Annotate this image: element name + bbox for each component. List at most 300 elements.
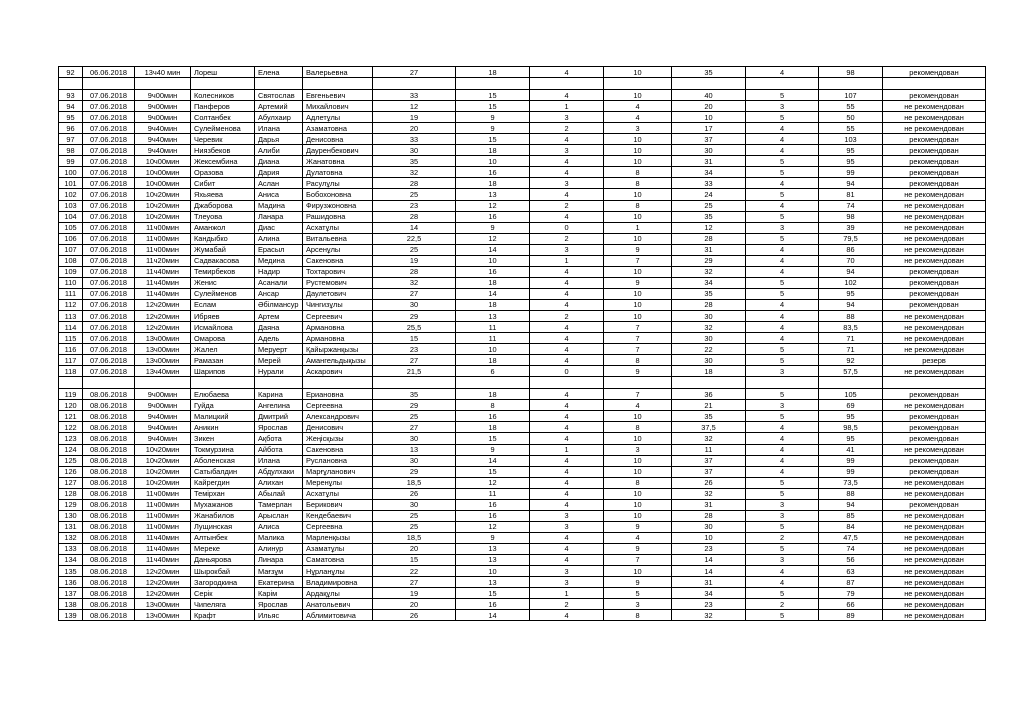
cell-patronymic: Сакеновна: [303, 255, 373, 266]
cell-score-2: 18: [456, 355, 530, 366]
cell-name: Мағзұм: [255, 566, 303, 577]
cell-score-4: 10: [604, 455, 672, 466]
cell-result: не рекомендован: [883, 200, 986, 211]
cell-score-2: 13: [456, 577, 530, 588]
table-gap-row: [59, 78, 986, 90]
cell-result: не рекомендован: [883, 510, 986, 521]
cell-score-3: 3: [530, 112, 604, 123]
table-row: [59, 145, 986, 156]
cell-time: 11ч00мин: [135, 233, 191, 244]
cell-date: 08.06.2018: [83, 466, 135, 477]
cell-score-6: 4: [746, 299, 819, 310]
cell-result: рекомендован: [883, 389, 986, 400]
cell-score-1: 15: [373, 333, 456, 344]
table-row: [59, 532, 986, 543]
cell-number: 95: [59, 112, 83, 123]
cell-patronymic: Валерьевна: [303, 67, 373, 78]
cell-score-4: 1: [604, 222, 672, 233]
cell-score-3: 4: [530, 344, 604, 355]
cell-patronymic: Жанатовна: [303, 156, 373, 167]
cell-score-5: 21: [672, 400, 746, 411]
cell-score-6: 4: [746, 310, 819, 321]
cell-result: резерв: [883, 355, 986, 366]
cell-date: 07.06.2018: [83, 266, 135, 277]
cell-surname: Сатыбалдин: [191, 466, 255, 477]
table-row: [59, 178, 986, 189]
cell-date: 07.06.2018: [83, 344, 135, 355]
cell-score-1: 29: [373, 400, 456, 411]
cell-number: 108: [59, 255, 83, 266]
cell-time: 10ч20мин: [135, 200, 191, 211]
cell-score-2: 11: [456, 322, 530, 333]
cell-score-4: 8: [604, 422, 672, 433]
cell-patronymic: Азаматұлы: [303, 543, 373, 554]
cell-date: 07.06.2018: [83, 167, 135, 178]
cell-surname: Загородкина: [191, 577, 255, 588]
cell-patronymic: Фирузжоновна: [303, 200, 373, 211]
cell-total: 47,5: [819, 532, 883, 543]
cell-score-1: 27: [373, 355, 456, 366]
cell-score-1: 23: [373, 200, 456, 211]
cell-name: Ярослав: [255, 599, 303, 610]
cell-surname: Шарипов: [191, 366, 255, 377]
cell-surname: Жексембина: [191, 156, 255, 167]
cell-patronymic: Денисович: [303, 422, 373, 433]
cell-score-6: 3: [746, 366, 819, 377]
table-row: [59, 433, 986, 444]
cell-number: 100: [59, 167, 83, 178]
cell-time: 9ч40мин: [135, 433, 191, 444]
cell-score-5: 17: [672, 123, 746, 134]
cell-score-1: 25: [373, 411, 456, 422]
cell-date: 07.06.2018: [83, 123, 135, 134]
cell-total: 85: [819, 510, 883, 521]
cell-date: 07.06.2018: [83, 112, 135, 123]
empty-cell: [746, 78, 819, 90]
cell-time: 12ч20мин: [135, 566, 191, 577]
cell-score-1: 25,5: [373, 322, 456, 333]
cell-score-4: 4: [604, 400, 672, 411]
cell-score-5: 32: [672, 433, 746, 444]
cell-score-3: 2: [530, 599, 604, 610]
cell-score-3: 4: [530, 277, 604, 288]
table-row: [59, 599, 986, 610]
cell-surname: Аболенская: [191, 455, 255, 466]
cell-score-6: 4: [746, 422, 819, 433]
cell-score-1: 28: [373, 178, 456, 189]
cell-total: 69: [819, 400, 883, 411]
cell-time: 13ч40мин: [135, 366, 191, 377]
cell-score-2: 12: [456, 477, 530, 488]
table-row: [59, 222, 986, 233]
cell-score-5: 23: [672, 543, 746, 554]
cell-score-4: 3: [604, 444, 672, 455]
cell-score-3: 4: [530, 90, 604, 101]
cell-score-4: 4: [604, 532, 672, 543]
cell-score-6: 3: [746, 499, 819, 510]
cell-date: 08.06.2018: [83, 400, 135, 411]
cell-number: 136: [59, 577, 83, 588]
cell-surname: Зикен: [191, 433, 255, 444]
cell-surname: Лореш: [191, 67, 255, 78]
cell-score-6: 5: [746, 588, 819, 599]
cell-total: 57,5: [819, 366, 883, 377]
cell-score-1: 18,5: [373, 532, 456, 543]
cell-surname: Сибит: [191, 178, 255, 189]
cell-score-1: 30: [373, 433, 456, 444]
cell-name: Медина: [255, 255, 303, 266]
cell-score-5: 35: [672, 67, 746, 78]
cell-score-3: 2: [530, 310, 604, 321]
cell-score-2: 15: [456, 134, 530, 145]
cell-surname: Гуйда: [191, 400, 255, 411]
cell-time: 12ч20мин: [135, 322, 191, 333]
cell-score-5: 10: [672, 112, 746, 123]
cell-patronymic: Дауренбекович: [303, 145, 373, 156]
cell-result: не рекомендован: [883, 333, 986, 344]
cell-surname: Аникин: [191, 422, 255, 433]
cell-time: 12ч20мин: [135, 310, 191, 321]
cell-score-4: 10: [604, 411, 672, 422]
cell-date: 07.06.2018: [83, 233, 135, 244]
cell-score-2: 15: [456, 466, 530, 477]
cell-result: не рекомендован: [883, 400, 986, 411]
cell-total: 95: [819, 156, 883, 167]
cell-name: Мерей: [255, 355, 303, 366]
cell-date: 07.06.2018: [83, 299, 135, 310]
cell-score-6: 4: [746, 67, 819, 78]
cell-name: Алиби: [255, 145, 303, 156]
cell-date: 07.06.2018: [83, 288, 135, 299]
cell-score-4: 10: [604, 266, 672, 277]
cell-score-2: 10: [456, 344, 530, 355]
cell-number: 110: [59, 277, 83, 288]
cell-total: 56: [819, 554, 883, 565]
cell-score-3: 4: [530, 266, 604, 277]
cell-time: 12ч20мин: [135, 577, 191, 588]
cell-patronymic: Асхатұлы: [303, 488, 373, 499]
cell-total: 63: [819, 566, 883, 577]
cell-score-6: 5: [746, 90, 819, 101]
cell-time: 9ч40мин: [135, 134, 191, 145]
cell-date: 07.06.2018: [83, 322, 135, 333]
cell-score-3: 4: [530, 411, 604, 422]
cell-result: не рекомендован: [883, 532, 986, 543]
cell-name: Асанали: [255, 277, 303, 288]
cell-score-2: 9: [456, 444, 530, 455]
cell-date: 08.06.2018: [83, 521, 135, 532]
cell-surname: Аманжол: [191, 222, 255, 233]
cell-time: 9ч00мин: [135, 90, 191, 101]
cell-score-1: 20: [373, 123, 456, 134]
cell-score-6: 3: [746, 400, 819, 411]
cell-score-6: 5: [746, 543, 819, 554]
cell-score-4: 10: [604, 433, 672, 444]
cell-patronymic: Михайлович: [303, 101, 373, 112]
empty-cell: [135, 377, 191, 389]
cell-score-4: 9: [604, 521, 672, 532]
cell-score-2: 15: [456, 90, 530, 101]
cell-score-2: 9: [456, 123, 530, 134]
cell-score-4: 9: [604, 277, 672, 288]
cell-score-3: 4: [530, 466, 604, 477]
cell-name: Меруерт: [255, 344, 303, 355]
cell-patronymic: Армановна: [303, 322, 373, 333]
cell-score-3: 4: [530, 488, 604, 499]
cell-time: 13ч00мин: [135, 333, 191, 344]
cell-score-6: 3: [746, 554, 819, 565]
empty-cell: [456, 78, 530, 90]
cell-score-4: 10: [604, 566, 672, 577]
cell-score-4: 10: [604, 134, 672, 145]
cell-date: 08.06.2018: [83, 477, 135, 488]
cell-result: рекомендован: [883, 411, 986, 422]
table-row: [59, 411, 986, 422]
cell-patronymic: Сергеевич: [303, 310, 373, 321]
cell-score-1: 28: [373, 266, 456, 277]
cell-total: 89: [819, 610, 883, 621]
cell-patronymic: Азаматовна: [303, 123, 373, 134]
cell-time: 13ч00мин: [135, 344, 191, 355]
cell-number: 132: [59, 532, 83, 543]
cell-name: Айбота: [255, 444, 303, 455]
cell-score-6: 2: [746, 599, 819, 610]
cell-patronymic: Аскарович: [303, 366, 373, 377]
table-row: [59, 477, 986, 488]
cell-total: 95: [819, 411, 883, 422]
table-row: [59, 189, 986, 200]
cell-score-2: 18: [456, 67, 530, 78]
cell-score-2: 11: [456, 333, 530, 344]
cell-score-5: 32: [672, 610, 746, 621]
empty-cell: [456, 377, 530, 389]
empty-cell: [604, 78, 672, 90]
cell-score-3: 3: [530, 566, 604, 577]
cell-surname: Черевик: [191, 134, 255, 145]
cell-score-5: 37: [672, 134, 746, 145]
cell-result: рекомендован: [883, 499, 986, 510]
cell-score-6: 3: [746, 222, 819, 233]
empty-cell: [83, 78, 135, 90]
cell-score-1: 13: [373, 444, 456, 455]
cell-date: 07.06.2018: [83, 178, 135, 189]
cell-score-2: 12: [456, 233, 530, 244]
cell-number: 92: [59, 67, 83, 78]
cell-number: 127: [59, 477, 83, 488]
cell-number: 106: [59, 233, 83, 244]
cell-time: 11ч00мин: [135, 488, 191, 499]
cell-score-5: 12: [672, 222, 746, 233]
cell-score-4: 9: [604, 577, 672, 588]
cell-score-5: 20: [672, 101, 746, 112]
cell-number: 113: [59, 310, 83, 321]
cell-surname: Еслам: [191, 299, 255, 310]
cell-surname: Крафт: [191, 610, 255, 621]
cell-name: Ақбота: [255, 433, 303, 444]
cell-score-2: 18: [456, 422, 530, 433]
cell-score-4: 10: [604, 510, 672, 521]
table-row: [59, 156, 986, 167]
empty-cell: [819, 377, 883, 389]
cell-score-5: 37,5: [672, 422, 746, 433]
cell-patronymic: Владимировна: [303, 577, 373, 588]
cell-score-3: 4: [530, 543, 604, 554]
cell-patronymic: Нұрланұлы: [303, 566, 373, 577]
cell-total: 81: [819, 189, 883, 200]
cell-date: 08.06.2018: [83, 389, 135, 400]
empty-cell: [530, 78, 604, 90]
cell-score-4: 4: [604, 112, 672, 123]
cell-result: не рекомендован: [883, 344, 986, 355]
empty-cell: [530, 377, 604, 389]
cell-name: Илана: [255, 123, 303, 134]
cell-number: 94: [59, 101, 83, 112]
cell-score-6: 4: [746, 134, 819, 145]
cell-total: 94: [819, 178, 883, 189]
cell-date: 08.06.2018: [83, 411, 135, 422]
cell-score-4: 8: [604, 610, 672, 621]
cell-score-1: 27: [373, 288, 456, 299]
table-row: [59, 577, 986, 588]
cell-patronymic: Берикович: [303, 499, 373, 510]
cell-score-3: 3: [530, 145, 604, 156]
cell-score-3: 4: [530, 554, 604, 565]
cell-date: 07.06.2018: [83, 145, 135, 156]
cell-score-1: 33: [373, 134, 456, 145]
cell-result: не рекомендован: [883, 488, 986, 499]
cell-result: не рекомендован: [883, 588, 986, 599]
cell-patronymic: Руслановна: [303, 455, 373, 466]
cell-score-3: 4: [530, 499, 604, 510]
cell-score-3: 4: [530, 299, 604, 310]
table-row: [59, 233, 986, 244]
cell-patronymic: Марленқызы: [303, 532, 373, 543]
cell-score-3: 0: [530, 222, 604, 233]
cell-score-6: 2: [746, 532, 819, 543]
cell-number: 107: [59, 244, 83, 255]
cell-name: Артем: [255, 310, 303, 321]
cell-patronymic: Ериановна: [303, 389, 373, 400]
cell-number: 126: [59, 466, 83, 477]
cell-score-2: 14: [456, 610, 530, 621]
cell-score-2: 16: [456, 266, 530, 277]
cell-number: 125: [59, 455, 83, 466]
cell-name: Артемий: [255, 101, 303, 112]
cell-score-5: 28: [672, 299, 746, 310]
table-row: [59, 566, 986, 577]
cell-name: Нурали: [255, 366, 303, 377]
cell-score-4: 7: [604, 344, 672, 355]
cell-score-5: 25: [672, 200, 746, 211]
cell-result: рекомендован: [883, 299, 986, 310]
cell-patronymic: Меренұлы: [303, 477, 373, 488]
table-row: [59, 299, 986, 310]
table-row: [59, 466, 986, 477]
cell-score-4: 10: [604, 156, 672, 167]
cell-total: 74: [819, 543, 883, 554]
cell-score-4: 10: [604, 488, 672, 499]
cell-time: 10ч00мин: [135, 178, 191, 189]
cell-patronymic: Витальевна: [303, 233, 373, 244]
cell-score-5: 28: [672, 233, 746, 244]
cell-score-2: 9: [456, 532, 530, 543]
empty-cell: [883, 377, 986, 389]
cell-total: 107: [819, 90, 883, 101]
cell-score-5: 32: [672, 488, 746, 499]
cell-name: Дмитрий: [255, 411, 303, 422]
cell-score-1: 20: [373, 543, 456, 554]
cell-total: 99: [819, 167, 883, 178]
cell-score-3: 4: [530, 355, 604, 366]
cell-result: рекомендован: [883, 156, 986, 167]
cell-score-6: 4: [746, 577, 819, 588]
cell-time: 11ч40мин: [135, 266, 191, 277]
cell-score-4: 8: [604, 355, 672, 366]
cell-number: 123: [59, 433, 83, 444]
cell-number: 128: [59, 488, 83, 499]
empty-cell: [819, 78, 883, 90]
cell-result: не рекомендован: [883, 444, 986, 455]
cell-number: 130: [59, 510, 83, 521]
cell-patronymic: Адлетұлы: [303, 112, 373, 123]
cell-score-3: 4: [530, 389, 604, 400]
cell-name: Ланара: [255, 211, 303, 222]
cell-surname: Малицкий: [191, 411, 255, 422]
cell-surname: Чипеляга: [191, 599, 255, 610]
cell-date: 07.06.2018: [83, 90, 135, 101]
cell-name: Арыслан: [255, 510, 303, 521]
cell-total: 98: [819, 211, 883, 222]
cell-score-5: 26: [672, 477, 746, 488]
cell-surname: Кайрегдин: [191, 477, 255, 488]
cell-score-4: 10: [604, 233, 672, 244]
cell-score-2: 15: [456, 588, 530, 599]
cell-score-5: 18: [672, 366, 746, 377]
cell-score-2: 8: [456, 400, 530, 411]
cell-score-3: 3: [530, 244, 604, 255]
cell-surname: Лущинская: [191, 521, 255, 532]
cell-score-3: 4: [530, 422, 604, 433]
cell-score-6: 5: [746, 355, 819, 366]
cell-surname: Ниязбеков: [191, 145, 255, 156]
cell-date: 07.06.2018: [83, 134, 135, 145]
cell-result: рекомендован: [883, 466, 986, 477]
cell-score-6: 5: [746, 288, 819, 299]
cell-score-6: 4: [746, 123, 819, 134]
cell-score-1: 30: [373, 455, 456, 466]
cell-total: 79,5: [819, 233, 883, 244]
cell-score-5: 31: [672, 244, 746, 255]
cell-surname: Жумабай: [191, 244, 255, 255]
cell-time: 13ч40 мин: [135, 67, 191, 78]
cell-date: 07.06.2018: [83, 222, 135, 233]
cell-name: Адель: [255, 333, 303, 344]
cell-score-4: 5: [604, 588, 672, 599]
cell-date: 08.06.2018: [83, 554, 135, 565]
cell-surname: Тлеуова: [191, 211, 255, 222]
cell-time: 11ч00мин: [135, 222, 191, 233]
cell-number: 96: [59, 123, 83, 134]
cell-score-2: 10: [456, 255, 530, 266]
cell-result: рекомендован: [883, 266, 986, 277]
cell-result: не рекомендован: [883, 366, 986, 377]
cell-patronymic: Ардақұлы: [303, 588, 373, 599]
cell-score-1: 18,5: [373, 477, 456, 488]
cell-name: Алихан: [255, 477, 303, 488]
cell-time: 9ч40мин: [135, 411, 191, 422]
cell-score-6: 3: [746, 101, 819, 112]
table-row: [59, 400, 986, 411]
